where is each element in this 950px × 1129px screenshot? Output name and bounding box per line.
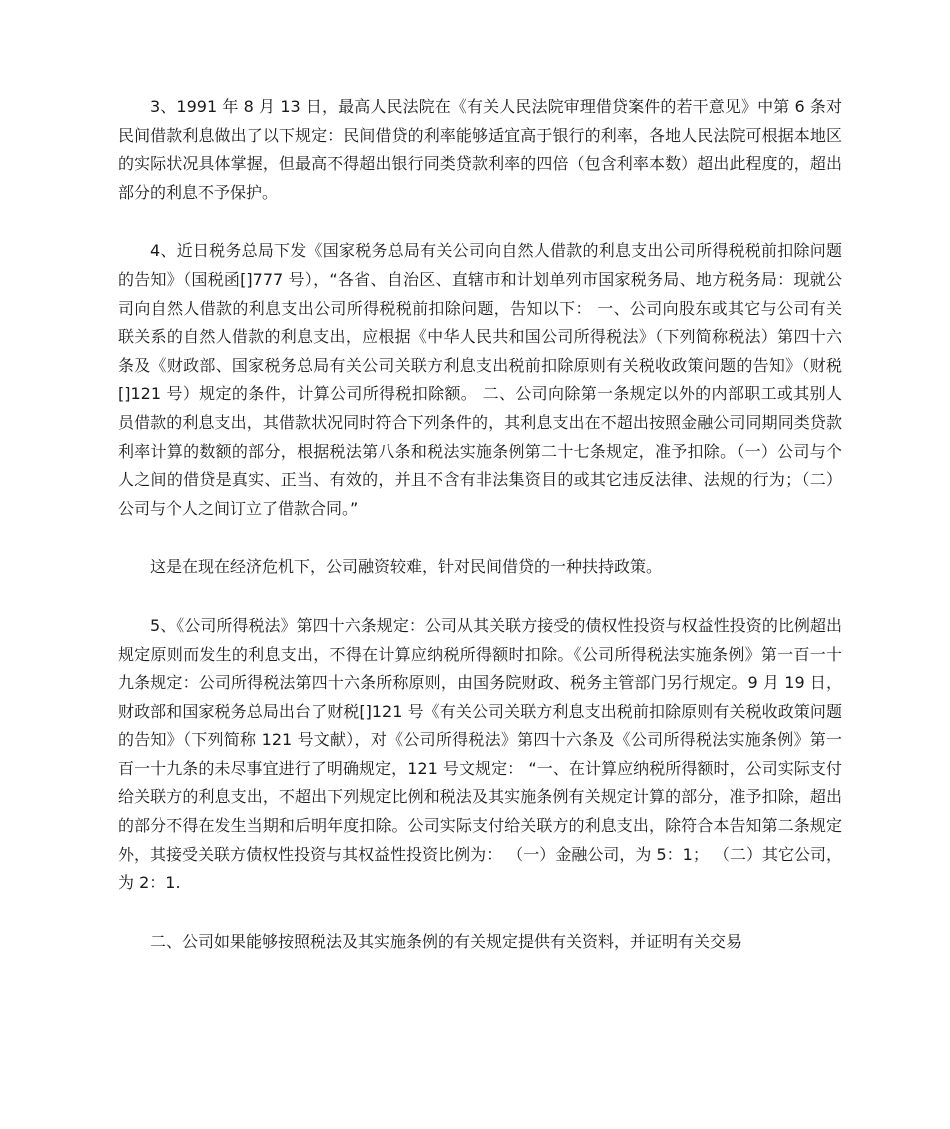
paragraph-policy-note: 这是在现在经济危机下，公司融资较难，针对民间借贷的一种扶持政策。: [150, 557, 663, 577]
paragraph-item-two: 二、公司如果能够按照税法及其实施条例的有关规定提供有关资料，并证明有关交易: [150, 931, 743, 951]
paragraph-item-5: 5、《公司所得税法》第四十六条规定：公司从其关联方接受的债权性投资与权益性投资的比例超出规定原则而发生的利息支出，不得在计算应纳税所得额时扣除。《公司所得税法实施条例》第一百一十九条规定：公司所得税法第四十六条所称原则，由国务院财政、税务主管部门另行规定。9 月 19 日，财政部和国家税务总局出台了财税[]121 号《有关公司关联方利息支出税前扣除原则有关税收政策问题的告知》（下列简称 121 号文献），对《公司所得税法》第四十六条及《公司所得税法实施条例》第一百一十九条的未尽事宜进行了明确规定，121 号文规定： “一、在计算应纳税所得额时，公司实际支付给关联方的利息支出，不超出下列规定比例和税法及其实施条例有关规定计算的部分，准予扣除，超出的部分不得在发生当期和后明年度扣除。公司实际支付给关联方的利息支出，除符合本告知第二条规定外，其接受关联方债权性投资与其权益性投资比例为： （一）金融公司，为 5：1； （二）其它公司，为 2：1.: [118, 615, 842, 893]
paragraph-item-3: 3、1991 年 8 月 13 日，最高人民法院在《有关人民法院审理借贷案件的若干意见》中第 6 条对民间借款利息做出了以下规定：民间借贷的利率能够适宜高于银行的利率，各地人民法院可根据本地区的实际状况具体掌握，但最高不得超出银行同类贷款利率的四倍（包含利率本数）超出此程度的，超出部分的利息不予保护。: [118, 97, 842, 202]
document-body: [118, 93, 842, 956]
paragraph-item-4: 4、近日税务总局下发《国家税务总局有关公司向自然人借款的利息支出公司所得税税前扣除问题的告知》（国税函[]777 号），“各省、自治区、直辖市和计划单列市国家税务局、地方税务局：现就公司向自然人借款的利息支出公司所得税税前扣除问题，告知以下： 一、公司向股东或其它与公司有关联关系的自然人借款的利息支出，应根据《中华人民共和国公司所得税法》（下列简称税法）第四十六条及《财政部、国家税务总局有关公司关联方利息支出税前扣除原则有关税收政策问题的告知》（财税[]121 号）规定的条件，计算公司所得税扣除额。 二、公司向除第一条规定以外的内部职工或其别人员借款的利息支出，其借款状况同时符合下列条件的，其利息支出在不超出按照金融公司同期同类贷款利率计算的数额的部分，根据税法第八条和税法实施条例第二十七条规定，准予扣除。（一）公司与个人之间的借贷是真实、正当、有效的，并且不含有非法集资目的或其它违反法律、法规的行为；（二）公司与个人之间订立了借款合同。”: [118, 241, 842, 518]
